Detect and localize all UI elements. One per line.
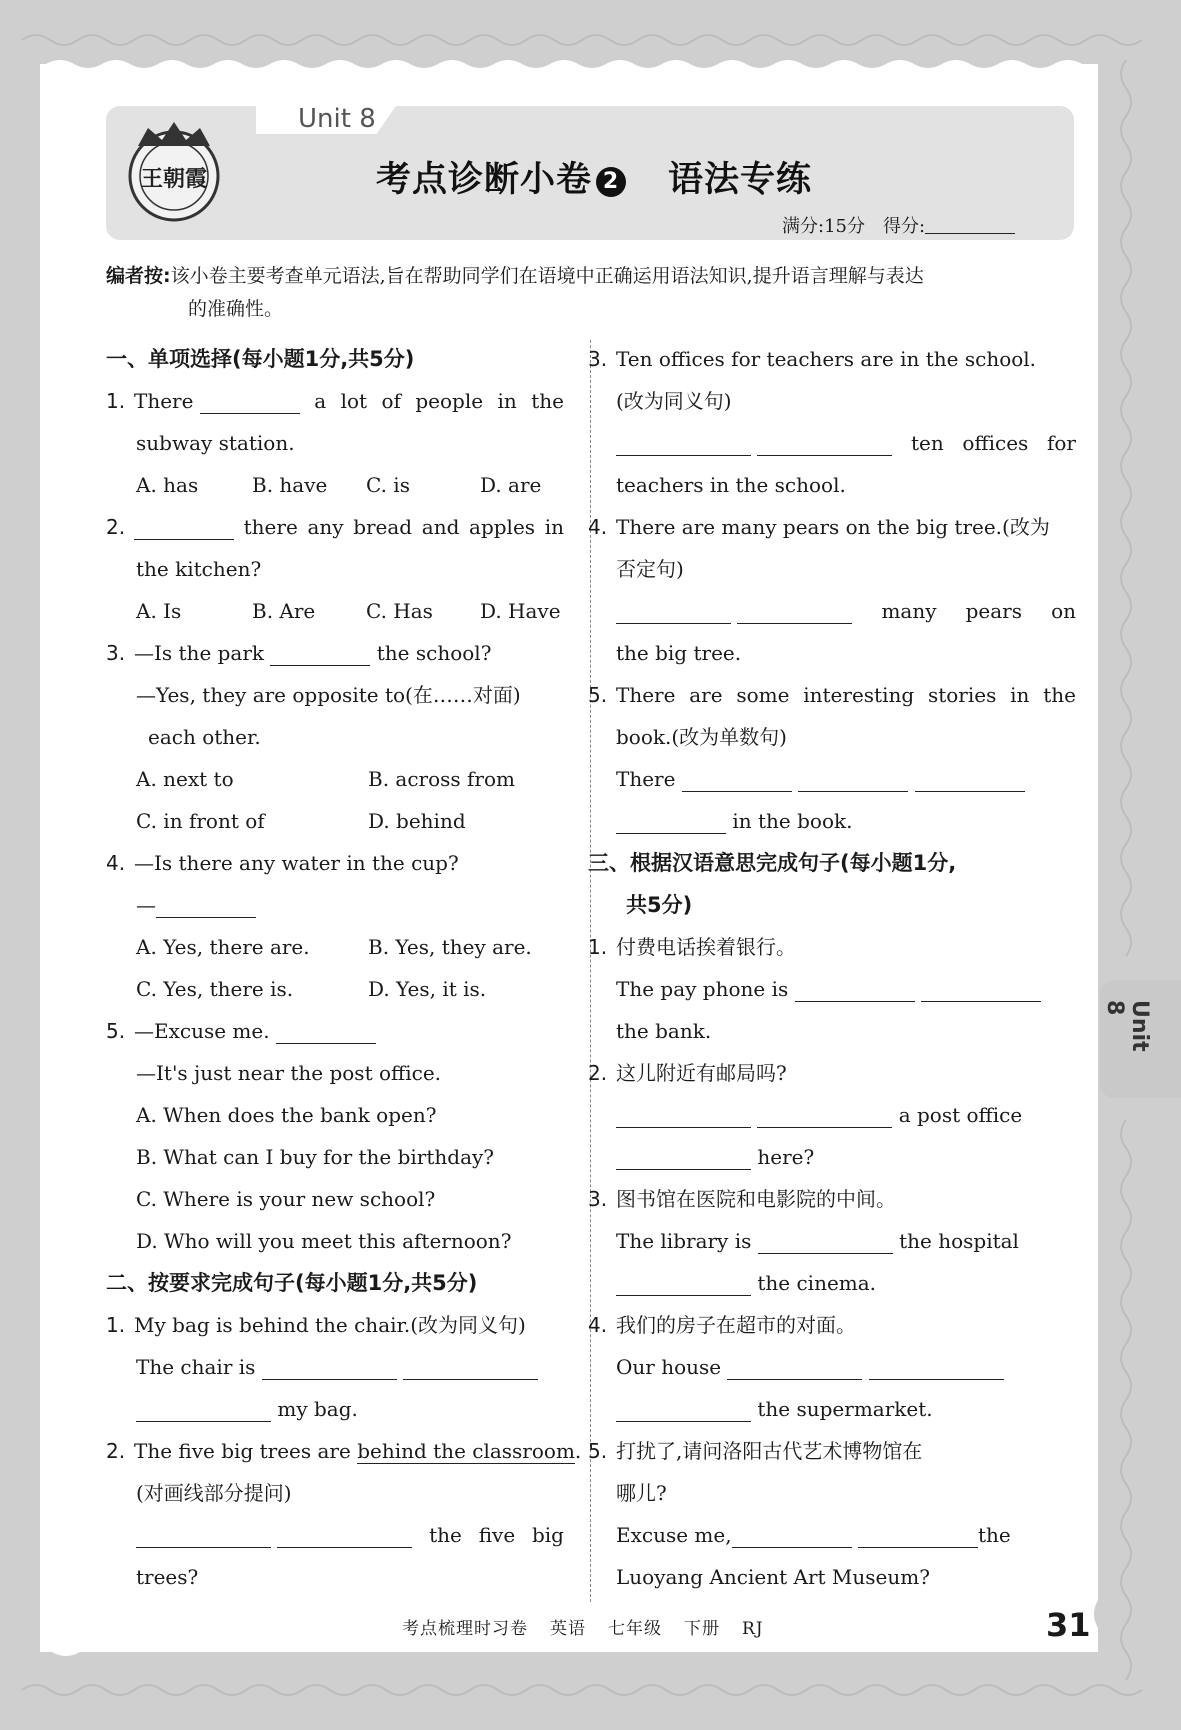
q5-number: 5. [106, 1019, 126, 1043]
title-main: 考点诊断小卷 [376, 160, 593, 200]
q1-option-b[interactable]: B. have [252, 473, 328, 497]
q1-line-2: subway station. [136, 431, 295, 455]
q5-option-c[interactable]: C. Where is your new school? [136, 1187, 436, 1211]
t5-line-4: Luoyang Ancient Art Museum? [616, 1565, 930, 1589]
t2-text: 这儿附近有邮局吗? [616, 1061, 787, 1085]
q5-option-a[interactable]: A. When does the bank open? [136, 1103, 437, 1127]
s5-blank-1[interactable] [682, 767, 792, 792]
s5-line-3 [616, 758, 1076, 800]
s3-line-1 [588, 338, 1076, 380]
q4-text: —Is there any water in the cup? [134, 851, 459, 875]
q2-blank[interactable] [134, 515, 234, 540]
t3-middle: the hospital [899, 1229, 1019, 1253]
s4-line-1 [588, 506, 1076, 548]
editor-note [106, 260, 1076, 326]
q1-option-c[interactable]: C. is [366, 473, 410, 497]
q1-option-d[interactable]: D. are [480, 473, 542, 497]
q3-line-3: each other. [148, 725, 261, 749]
s1-blank-1[interactable] [262, 1355, 397, 1380]
t1-line-1 [588, 926, 1076, 968]
s5-number: 5. [588, 683, 608, 707]
q3-text-end: the school? [376, 641, 492, 665]
t1-blank-2[interactable] [921, 977, 1041, 1002]
q3-option-a[interactable]: A. next to [136, 767, 234, 791]
s5-line-2: book.(改为单数句) [616, 725, 787, 749]
t3-line-2 [616, 1220, 1076, 1262]
q1-line-1 [106, 380, 564, 422]
t1-number: 1. [588, 935, 608, 959]
svg-text:王朝霞: 王朝霞 [140, 166, 208, 192]
s2-blank-2[interactable] [277, 1523, 412, 1548]
s3-text: Ten offices for teachers are in the school. [616, 347, 1037, 371]
t2-suffix: a post office [898, 1103, 1023, 1127]
q3-option-b[interactable]: B. across from [368, 767, 515, 791]
s5-prefix: There [616, 767, 676, 791]
q2-word: bread [353, 515, 413, 539]
t3-suffix: the cinema. [757, 1271, 877, 1295]
q1-word: people [415, 389, 484, 413]
s3-word: for [1046, 431, 1076, 455]
s4-blank-1[interactable] [616, 599, 731, 624]
s2-text: The five big trees are [134, 1439, 351, 1463]
q3-options-ab [106, 758, 564, 800]
q5-blank[interactable] [276, 1019, 376, 1044]
s5-line-1 [588, 674, 1076, 716]
score-label: 满分:15分 得分: [782, 216, 926, 237]
side-unit-label: Unit 8 [1102, 1000, 1152, 1052]
s2-period: . [574, 1439, 582, 1463]
t2-end: here? [757, 1145, 815, 1169]
t2-line-3 [616, 1136, 1076, 1178]
s5-blank-2[interactable] [798, 767, 908, 792]
q1-word: lot [340, 389, 368, 413]
s5-suffix: in the book. [732, 809, 853, 833]
t4-suffix: the supermarket. [757, 1397, 933, 1421]
footer-subject: 英语 [550, 1619, 586, 1639]
s2-line-4: trees? [136, 1565, 199, 1589]
editor-line-2: 的准确性。 [188, 298, 284, 320]
q4-option-a[interactable]: A. Yes, there are. [136, 935, 310, 959]
q2-word: in [544, 515, 564, 539]
s3-word: ten [910, 431, 944, 455]
t4-text: 我们的房子在超市的对面。 [616, 1313, 856, 1337]
s4-number: 4. [588, 515, 608, 539]
t3-line-3 [616, 1262, 1076, 1304]
s4-line-2: 否定句) [616, 557, 684, 581]
q4-option-b[interactable]: B. Yes, they are. [368, 935, 532, 959]
t3-blank-2[interactable] [616, 1271, 751, 1296]
q4-blank[interactable] [156, 893, 256, 918]
t1-text: 付费电话挨着银行。 [616, 935, 796, 959]
s1-suffix: my bag. [277, 1397, 358, 1421]
q2-line-2: the kitchen? [136, 557, 262, 581]
s1-line-2 [106, 1346, 564, 1388]
t2-line-2 [616, 1094, 1076, 1136]
right-column [588, 338, 1076, 1598]
editor-line-1: 该小卷主要考查单元语法,旨在帮助同学们在语境中正确运用语法知识,提升语言理解与表达 [170, 265, 924, 287]
section-2-heading: 二、按要求完成句子(每小题1分,共5分) [106, 1271, 478, 1295]
score-blank[interactable] [925, 215, 1015, 234]
q2-word: apples [469, 515, 536, 539]
t4-line-2 [616, 1346, 1076, 1388]
q1-word: of [381, 389, 401, 413]
q2-word: there [243, 515, 298, 539]
t5-line-1 [588, 1430, 1076, 1472]
q3-text: —Is the park [134, 641, 265, 665]
unit-label: Unit 8 [298, 104, 376, 134]
s2-word: five [478, 1523, 516, 1547]
s1-line-3 [106, 1388, 564, 1430]
title-number-badge: 2 [596, 167, 626, 197]
t5-blank-2[interactable] [858, 1523, 978, 1548]
t4-line-3 [616, 1388, 1076, 1430]
q3-blank[interactable] [270, 641, 370, 666]
s5-blank-3[interactable] [915, 767, 1025, 792]
logo-seal-icon [118, 116, 230, 228]
q5-line-2: —It's just near the post office. [136, 1061, 442, 1085]
s4-blank-2[interactable] [737, 599, 852, 624]
q1-options [106, 464, 564, 506]
q3-number: 3. [106, 641, 126, 665]
s2-underlined-part: behind the classroom [357, 1439, 575, 1463]
q3-option-d[interactable]: D. behind [368, 809, 466, 833]
q5-text: —Excuse me. [134, 1019, 270, 1043]
q1-word: a [314, 389, 327, 413]
footer-edition: RJ [742, 1619, 764, 1639]
q2-line-1 [106, 506, 564, 548]
q2-word: and [421, 515, 460, 539]
s5-word: interesting [803, 683, 915, 707]
s5-word: are [689, 683, 723, 707]
s5-word: some [736, 683, 790, 707]
t5-line-2: 哪儿? [616, 1481, 667, 1505]
t3-blank-1[interactable] [758, 1229, 893, 1254]
q4-options-ab [106, 926, 564, 968]
s2-word: the [429, 1523, 462, 1547]
t4-blank-1[interactable] [727, 1355, 862, 1380]
s5-word: the [1043, 683, 1076, 707]
s1-line-1 [106, 1304, 564, 1346]
t4-blank-3[interactable] [616, 1397, 751, 1422]
s2-blank-1[interactable] [136, 1523, 271, 1548]
t3-prefix: The library is [616, 1229, 752, 1253]
s3-line-4: teachers in the school. [616, 473, 846, 497]
q1-option-a[interactable]: A. has [136, 473, 199, 497]
q3-option-c[interactable]: C. in front of [136, 809, 265, 833]
q2-option-b[interactable]: B. Are [252, 599, 316, 623]
s5-word: in [1010, 683, 1030, 707]
q5-option-d[interactable]: D. Who will you meet this afternoon? [136, 1229, 512, 1253]
s2-number: 2. [106, 1439, 126, 1463]
left-column [106, 338, 582, 1598]
q4-line-1 [106, 842, 564, 884]
footer-volume: 下册 [684, 1619, 720, 1639]
q4-line-2 [106, 884, 564, 926]
score-line [782, 212, 1015, 238]
q5-line-1 [106, 1010, 564, 1052]
s5-word: There [616, 683, 676, 707]
t3-number: 3. [588, 1187, 608, 1211]
q1-word: the [531, 389, 564, 413]
t5-prefix: Excuse me, [616, 1523, 732, 1547]
section-1-heading: 一、单项选择(每小题1分,共5分) [106, 347, 415, 371]
t1-line-3: the bank. [616, 1019, 712, 1043]
q3-line-1 [106, 632, 564, 674]
q1-word: in [497, 389, 517, 413]
s4-line-3 [616, 590, 1076, 632]
t4-line-1 [588, 1304, 1076, 1346]
t3-line-1 [588, 1178, 1076, 1220]
t2-line-1 [588, 1052, 1076, 1094]
q5-option-b[interactable]: B. What can I buy for the birthday? [136, 1145, 495, 1169]
t5-blank-1[interactable] [732, 1523, 852, 1548]
s5-line-4 [616, 800, 1076, 842]
t2-number: 2. [588, 1061, 608, 1085]
s1-text: My bag is behind the chair.(改为同义句) [134, 1313, 526, 1337]
t2-blank-1[interactable] [616, 1103, 751, 1128]
q1-text: There [134, 389, 194, 413]
s4-word: many [881, 599, 937, 623]
t5-suffix: the [977, 1523, 1011, 1547]
s4-line-4: the big tree. [616, 641, 742, 665]
q2-option-d[interactable]: D. Have [480, 599, 561, 623]
q1-number: 1. [106, 389, 126, 413]
q4-dash: — [136, 893, 156, 917]
t2-blank-2[interactable] [757, 1103, 892, 1128]
q4-option-c[interactable]: C. Yes, there is. [136, 977, 294, 1001]
t2-blank-3[interactable] [616, 1145, 751, 1170]
t5-number: 5. [588, 1439, 608, 1463]
q2-options [106, 590, 564, 632]
s2-word: big [531, 1523, 564, 1547]
page-number: 31 [1046, 1606, 1091, 1644]
footer [402, 1614, 786, 1639]
s4-text: There are many pears on the big tree.(改为 [616, 515, 1050, 539]
s1-number: 1. [106, 1313, 126, 1337]
s2-line-3 [106, 1514, 564, 1556]
section-3-heading-cont: 共5分) [626, 893, 693, 917]
q2-number: 2. [106, 515, 126, 539]
q4-options-cd [106, 968, 564, 1010]
footer-grade: 七年级 [608, 1619, 662, 1639]
s4-word: pears [965, 599, 1022, 623]
t5-line-3 [616, 1514, 1076, 1556]
s2-line-2: (对画线部分提问) [136, 1481, 292, 1505]
s3-blank-1[interactable] [616, 431, 751, 456]
t3-text: 图书馆在医院和电影院的中间。 [616, 1187, 896, 1211]
s3-word: offices [962, 431, 1029, 455]
t1-blank-1[interactable] [795, 977, 915, 1002]
t1-prefix: The pay phone is [616, 977, 789, 1001]
q2-option-c[interactable]: C. Has [366, 599, 433, 623]
s1-blank-2[interactable] [403, 1355, 538, 1380]
s4-word: on [1051, 599, 1076, 623]
q2-option-a[interactable]: A. Is [136, 599, 182, 623]
s3-number: 3. [588, 347, 608, 371]
s3-blank-2[interactable] [757, 431, 892, 456]
s5-blank-4[interactable] [616, 809, 726, 834]
s3-line-3 [616, 422, 1076, 464]
q1-blank[interactable] [200, 389, 300, 414]
t4-prefix: Our house [616, 1355, 722, 1379]
s1-prefix: The chair is [136, 1355, 256, 1379]
t1-line-2 [616, 968, 1076, 1010]
s1-blank-3[interactable] [136, 1397, 271, 1422]
title-sub: 语法专练 [668, 160, 813, 200]
q3-line-2: —Yes, they are opposite to(在……对面) [136, 683, 521, 707]
footer-series: 考点梳理时习卷 [402, 1619, 528, 1639]
editor-label: 编者按: [106, 265, 171, 287]
t4-number: 4. [588, 1313, 608, 1337]
s3-line-2: (改为同义句) [616, 389, 732, 413]
t5-text: 打扰了,请问洛阳古代艺术博物馆在 [616, 1439, 923, 1463]
q2-word: any [307, 515, 344, 539]
q4-number: 4. [106, 851, 126, 875]
s5-word: stories [927, 683, 997, 707]
q4-option-d[interactable]: D. Yes, it is. [368, 977, 487, 1001]
t4-blank-2[interactable] [869, 1355, 1004, 1380]
s2-line-1 [106, 1430, 582, 1472]
q3-options-cd [106, 800, 564, 842]
section-3-heading: 三、根据汉语意思完成句子(每小题1分, [588, 851, 957, 875]
page-title [376, 152, 936, 202]
